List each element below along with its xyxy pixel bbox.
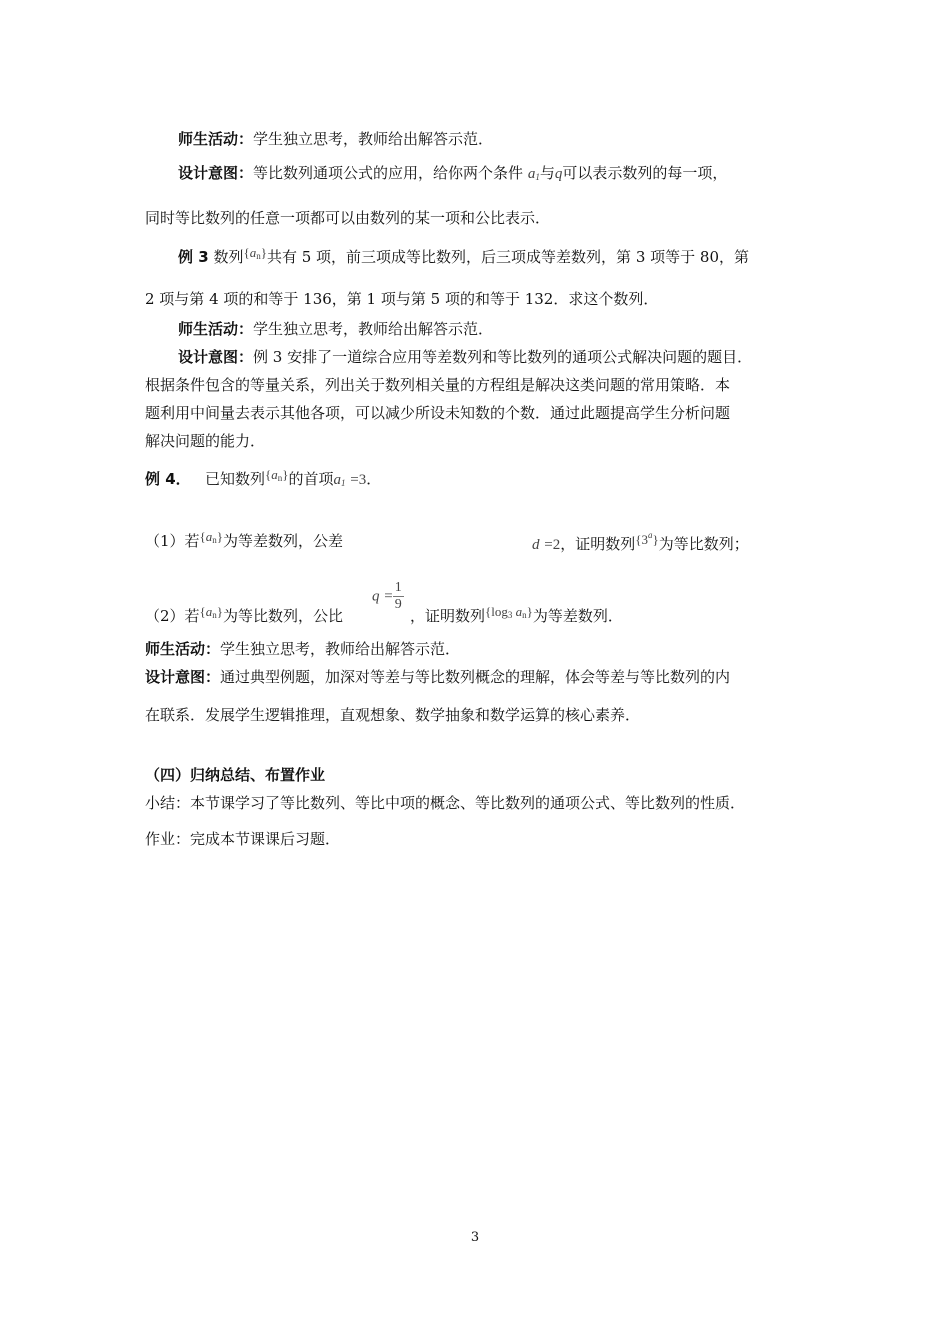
text: 为等比数列； <box>658 535 749 553</box>
design-intent-3 <box>145 666 730 688</box>
sequence-math: $\{a_n\}$ <box>243 245 267 261</box>
math-q: q <box>554 166 563 182</box>
example-4 <box>145 464 381 494</box>
label: 师生活动： <box>145 640 221 658</box>
text: 已知数列 <box>204 470 265 488</box>
example-label: 例 4． <box>145 470 191 488</box>
math-d: d <box>532 537 540 553</box>
math-eq: =2 <box>544 537 561 553</box>
example-4-part-1-cont <box>532 524 749 556</box>
section-heading: （四）归纳总结、布置作业 <box>145 766 326 784</box>
text: （2）若 <box>145 607 200 625</box>
text: 数列 <box>213 248 244 266</box>
text: 学生独立思考，教师给出解答示范． <box>253 130 494 148</box>
log-sequence-math: {$\log_3$ $a_n$} <box>485 604 533 620</box>
text: 通过典型例题，加深对等差与等比数列概念的理解，体会等差与等比数列的内 <box>220 668 731 686</box>
fraction: $\frac{1}{9}$ <box>394 580 402 612</box>
sequence-math: $\{a_n\}$ <box>199 604 224 620</box>
label: 设计意图： <box>145 668 221 686</box>
teacher-activity-1 <box>178 128 493 150</box>
teacher-activity-2 <box>178 318 493 340</box>
paragraph-text: 解决问题的能力． <box>145 432 266 450</box>
text: 例 3 安排了一道综合应用等差数列和等比数列的通项公式解决问题的题目． <box>253 348 753 366</box>
math-a: $a_1$ <box>527 166 540 182</box>
example-label: 例 3 <box>178 248 209 266</box>
example-4-part-2 <box>145 601 343 627</box>
teacher-activity-3 <box>145 638 460 660</box>
math-q: q <box>372 588 380 605</box>
label: 师生活动： <box>178 320 254 338</box>
text: 学生独立思考，教师给出解答示范． <box>253 320 494 338</box>
sequence-math: {3$^a$} <box>635 530 659 547</box>
paragraph-text: 根据条件包含的等量关系，列出关于数列相关量的方程组是解决这类问题的常用策略．本 <box>145 376 731 394</box>
text: ，证明数列 <box>560 535 636 553</box>
text: ． <box>366 470 382 488</box>
label: 设计意图： <box>178 348 254 366</box>
text: （1）若 <box>145 532 200 550</box>
example-3 <box>178 242 749 268</box>
sequence-math: $\{a_n\}$ <box>199 529 224 545</box>
sequence-math: $\{a_n\}$ <box>265 467 289 483</box>
page-number: 3 <box>470 1230 480 1245</box>
paragraph-text: 题利用中间量去表示其他各项，可以减少所设未知数的个数．通过此题提高学生分析问题 <box>145 404 731 422</box>
summary-text: 小结：本节课学习了等比数列、等比中项的概念、等比数列的通项公式、等比数列的性质． <box>145 794 746 812</box>
text: 共有 5 项，前三项成等比数列，后三项成等差数列，第 3 项等于 80，第 <box>266 248 749 266</box>
math-eq: = <box>384 588 393 605</box>
text: 与 <box>539 164 555 182</box>
example-4-part-2-cont <box>410 601 623 627</box>
paragraph-text: 在联系．发展学生逻辑推理，直观想象、数学抽象和数学运算的核心素养． <box>145 706 641 724</box>
text: 为等差数列，公差 <box>223 532 344 550</box>
text: 为等比数列，公比 <box>223 607 344 625</box>
text: 可以表示数列的每一项， <box>562 164 728 182</box>
ratio-fraction <box>372 580 404 613</box>
paragraph-text: 2 项与第 4 项的和等于 136，第 1 项与第 5 项的和等于 132．求这个数列． <box>145 290 659 308</box>
text: 等比数列通项公式的应用，给你两个条件 <box>253 164 524 182</box>
text: ，证明数列 <box>410 607 486 625</box>
design-intent-2 <box>178 346 752 368</box>
text: 为等差数列． <box>532 607 623 625</box>
design-intent-1 <box>178 162 727 188</box>
label: 师生活动： <box>178 130 254 148</box>
label: 设计意图： <box>178 164 254 182</box>
example-4-part-1 <box>145 526 343 552</box>
math-eq: =3 <box>350 472 367 488</box>
text: 学生独立思考，教师给出解答示范． <box>220 640 461 658</box>
paragraph-text: 同时等比数列的任意一项都可以由数列的某一项和公比表示． <box>145 209 551 227</box>
text: 的首项 <box>288 470 334 488</box>
math-a1: $a_1$ <box>333 472 346 488</box>
homework-text: 作业：完成本节课课后习题． <box>145 830 341 848</box>
